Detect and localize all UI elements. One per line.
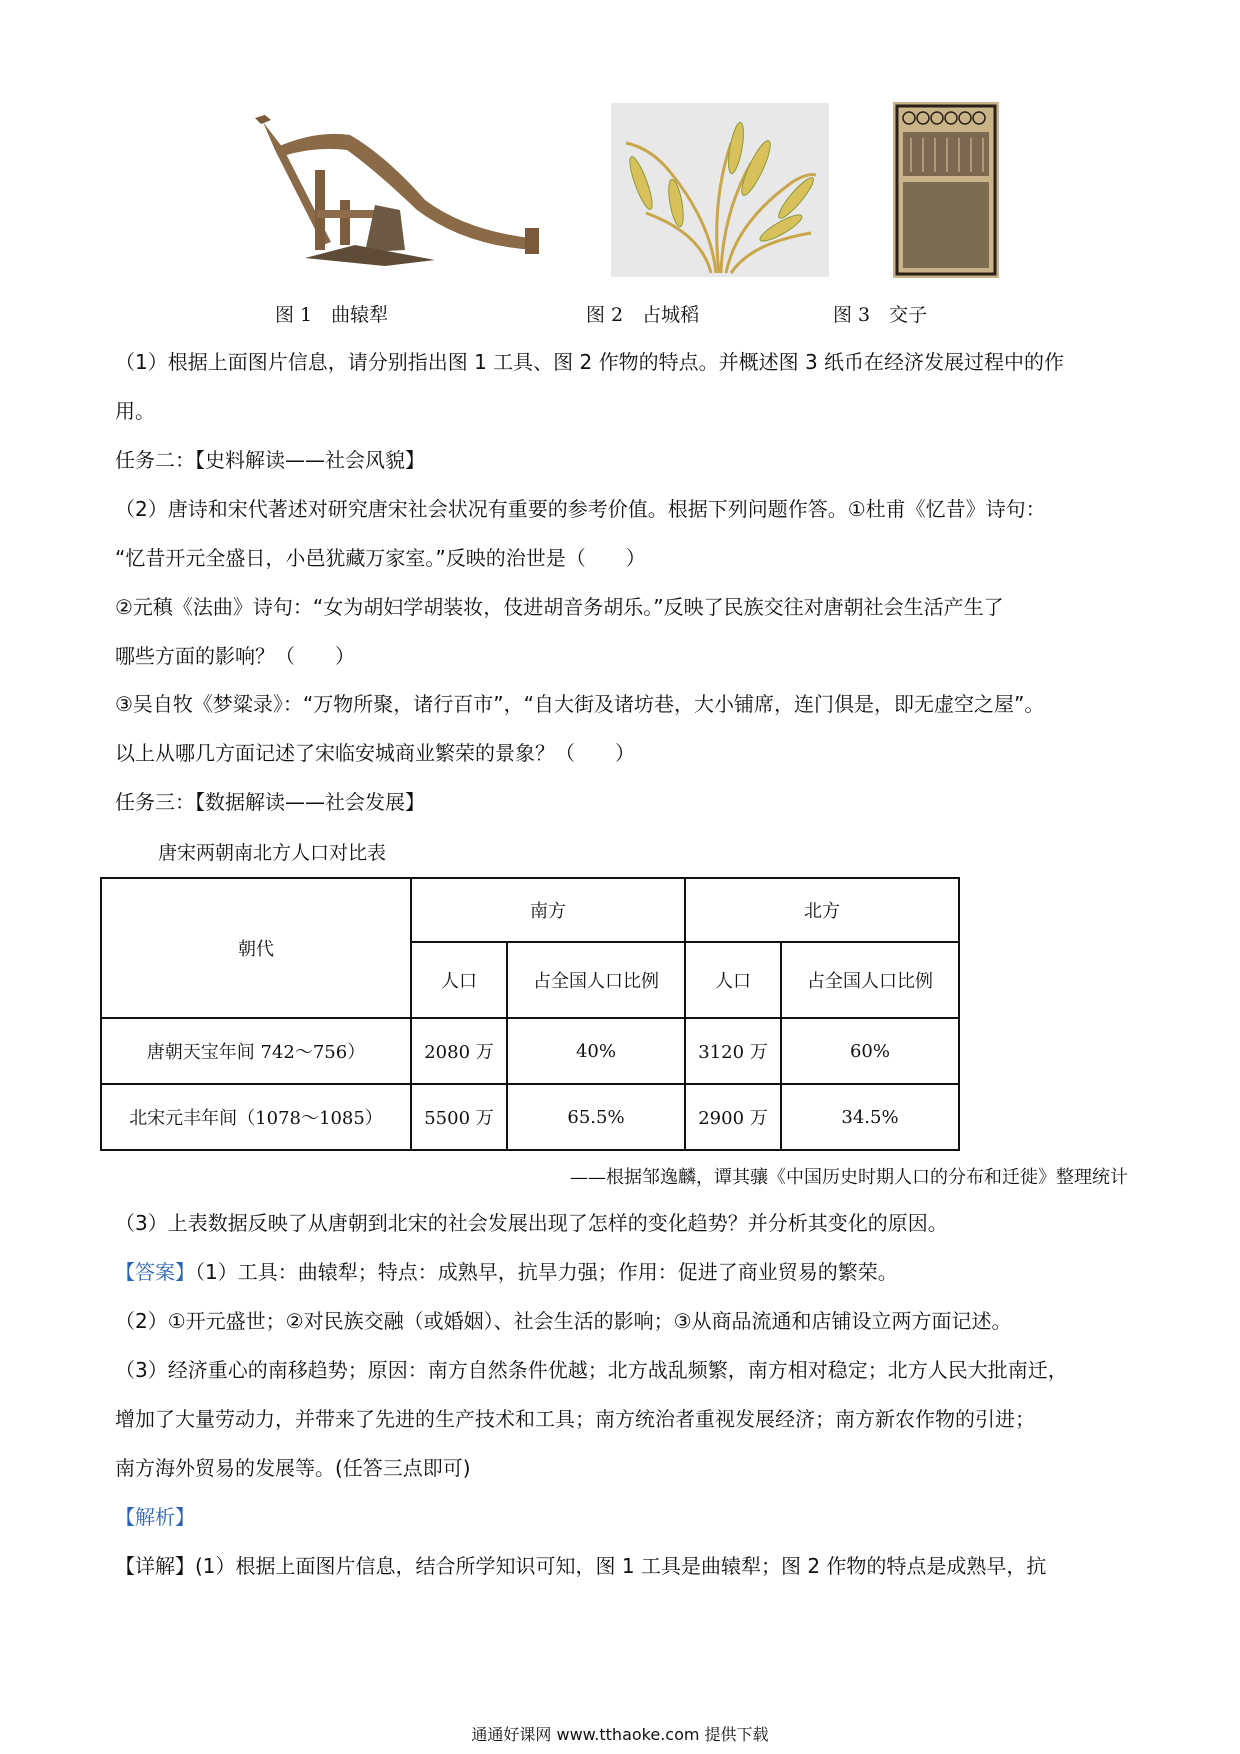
- header-north: 北方: [685, 878, 959, 942]
- answer-line4: 增加了大量劳动力，并带来了先进的生产技术和工具；南方统治者重视发展经济；南方新农作物的引进；: [115, 1407, 1035, 1431]
- detail-text1: (1）根据上面图片信息，结合所学知识可知，图 1 工具是曲辕犁；图 2 作物的特点是成熟早，抗: [195, 1554, 1047, 1578]
- q2-line4: 哪些方面的影响？（ ）: [115, 644, 355, 668]
- header-north-pop: 人口: [685, 942, 781, 1018]
- header-south-pop: 人口: [411, 942, 507, 1018]
- answer-line2: （2）①开元盛世；②对民族交融（或婚姻）、社会生活的影响；③从商品流通和店铺设立两方面记述。: [115, 1309, 1012, 1333]
- figure3-caption: 图 3 交子: [833, 304, 928, 326]
- table-row: [101, 1084, 959, 1150]
- header-south: 南方: [411, 878, 685, 942]
- curved-plough-image: [235, 110, 580, 275]
- q2-line1: （2）唐诗和宋代著述对研究唐宋社会状况有重要的参考价值。根据下列问题作答。①杜甫《忆昔》诗句：: [115, 497, 1046, 521]
- row-north-ratio: 34.5%: [781, 1084, 959, 1150]
- row-north-pop: 3120 万: [685, 1018, 781, 1084]
- table-source: ——根据邹逸麟，谭其骧《中国历史时期人口的分布和迁徙》整理统计: [570, 1167, 1128, 1188]
- answer-tag: 【答案】: [115, 1260, 195, 1284]
- row-south-ratio: 40%: [507, 1018, 685, 1084]
- answer-text1: （1）工具：曲辕犁；特点：成熟早，抗旱力强；作用：促进了商业贸易的繁荣。: [195, 1260, 898, 1284]
- figure1-caption: 图 1 曲辕犁: [275, 304, 389, 326]
- q1-line1: （1）根据上面图片信息，请分别指出图 1 工具、图 2 作物的特点。并概述图 3 纸币在经济发展过程中的作: [115, 350, 1065, 374]
- q1-line2: 用。: [115, 399, 155, 423]
- footer-text: 通通好课网 www.tthaoke.com 提供下载: [471, 1725, 769, 1744]
- q2-line6: 以上从哪几方面记述了宋临安城商业繁荣的景象？（ ）: [115, 741, 635, 765]
- figure2-caption: 图 2 占城稻: [586, 304, 700, 326]
- row-south-pop: 5500 万: [411, 1084, 507, 1150]
- table-title: 唐宋两朝南北方人口对比表: [158, 842, 387, 864]
- champa-rice-image: [611, 103, 829, 277]
- population-table: [100, 877, 960, 1151]
- row-north-ratio: 60%: [781, 1018, 959, 1084]
- q2-line2: “忆昔开元全盛日，小邑犹藏万家室。”反映的治世是（ ）: [115, 546, 646, 570]
- header-south-ratio: 占全国人口比例: [507, 942, 685, 1018]
- task3-heading: 任务三：【数据解读——社会发展】: [115, 790, 425, 814]
- table-row: [101, 1018, 959, 1084]
- answer-line1: [115, 1258, 898, 1286]
- header-dynasty: 朝代: [101, 878, 411, 1018]
- header-north-ratio: 占全国人口比例: [781, 942, 959, 1018]
- jiaozi-banknote-image: [893, 102, 999, 278]
- row-south-pop: 2080 万: [411, 1018, 507, 1084]
- row-dynasty: 唐朝天宝年间 742～756）: [101, 1018, 411, 1084]
- task2-heading: 任务二：【史料解读——社会风貌】: [115, 448, 425, 472]
- q2-line3: ②元稹《法曲》诗句：“女为胡妇学胡装妆，伎进胡音务胡乐。”反映了民族交往对唐朝社会生活产生了: [115, 595, 1004, 619]
- row-dynasty: 北宋元丰年间（1078～1085）: [101, 1084, 411, 1150]
- analysis-tag: 【解析】: [115, 1505, 195, 1529]
- detail-tag: 【详解】: [115, 1554, 195, 1578]
- q3-line1: （3）上表数据反映了从唐朝到北宋的社会发展出现了怎样的变化趋势？并分析其变化的原因。: [115, 1211, 948, 1235]
- detail-line1: [115, 1552, 1046, 1580]
- row-north-pop: 2900 万: [685, 1084, 781, 1150]
- row-south-ratio: 65.5%: [507, 1084, 685, 1150]
- answer-line5: 南方海外贸易的发展等。(任答三点即可): [115, 1456, 471, 1480]
- q2-line5: ③吴自牧《梦粱录》：“万物所聚，诸行百市”，“自大街及诸坊巷，大小铺席，连门俱是，即无虚空之屋”。: [115, 692, 1045, 716]
- answer-line3: （3）经济重心的南移趋势；原因：南方自然条件优越；北方战乱频繁，南方相对稳定；北方人民大批南迁，: [115, 1358, 1068, 1382]
